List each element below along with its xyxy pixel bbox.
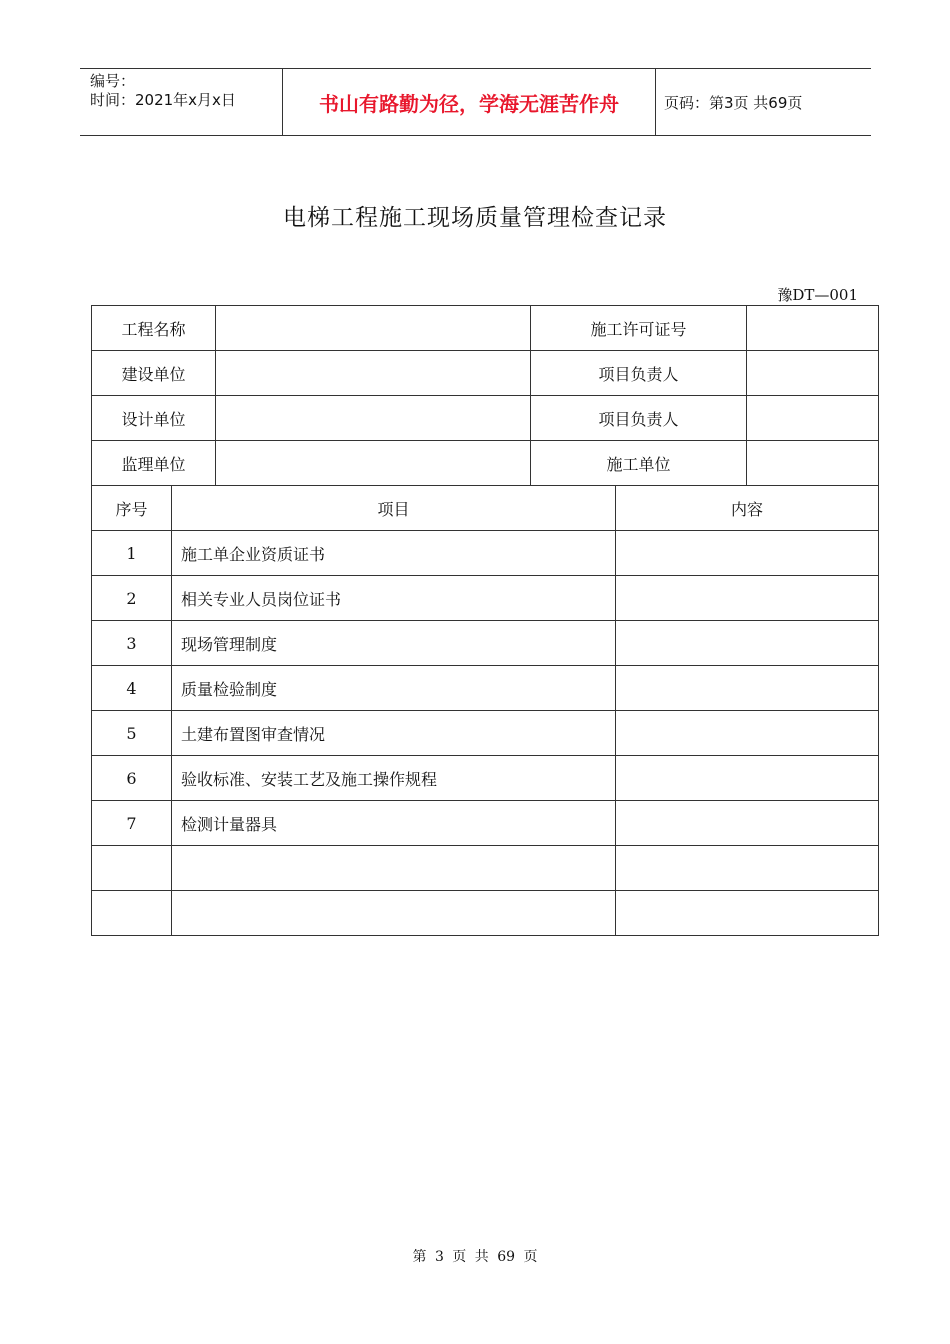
- page-footer: 第 3 页 共 69 页: [412, 1249, 538, 1265]
- motto: 书山有路勤为径，学海无涯苦作舟: [282, 69, 656, 135]
- row-number: [92, 891, 172, 936]
- row-number: 1: [92, 531, 172, 576]
- table-row: [92, 576, 879, 621]
- row-content[interactable]: [616, 666, 879, 711]
- row-item: 检测计量器具: [172, 801, 616, 846]
- time-label: 时间：2021年x月x日: [90, 91, 236, 109]
- row-content[interactable]: [616, 531, 879, 576]
- column-header-no: 序号: [92, 486, 172, 531]
- form-code: 豫DT—001: [777, 286, 858, 304]
- row-number: 2: [92, 576, 172, 621]
- table-row: [92, 846, 879, 891]
- row-content[interactable]: [616, 891, 879, 936]
- column-header-content: 内容: [616, 486, 879, 531]
- table-row: [92, 891, 879, 936]
- row-number: 7: [92, 801, 172, 846]
- row-number: 3: [92, 621, 172, 666]
- row-number: [92, 846, 172, 891]
- row-number: 4: [92, 666, 172, 711]
- table-row: [92, 711, 879, 756]
- table-row: [92, 801, 879, 846]
- table-row: [92, 621, 879, 666]
- info-label: 施工许可证号: [531, 306, 747, 351]
- row-item: [172, 846, 616, 891]
- header-meta: [80, 69, 282, 135]
- table-row: [92, 666, 879, 711]
- info-label: 项目负责人: [531, 396, 747, 441]
- row-item: 现场管理制度: [172, 621, 616, 666]
- row-content[interactable]: [616, 711, 879, 756]
- table-header-row: [92, 486, 879, 531]
- inspection-table: [91, 305, 879, 936]
- page-info: 页码：第3页 共69页: [664, 93, 803, 112]
- info-label: 建设单位: [92, 351, 216, 396]
- info-label: 施工单位: [531, 441, 747, 486]
- row-content[interactable]: [616, 621, 879, 666]
- info-value[interactable]: [216, 441, 531, 486]
- page-header: [80, 68, 871, 136]
- row-item: 施工单企业资质证书: [172, 531, 616, 576]
- row-content[interactable]: [616, 846, 879, 891]
- row-item: 验收标准、安装工艺及施工操作规程: [172, 756, 616, 801]
- info-label: 设计单位: [92, 396, 216, 441]
- info-value[interactable]: [747, 306, 879, 351]
- row-item: 土建布置图审查情况: [172, 711, 616, 756]
- info-value[interactable]: [216, 306, 531, 351]
- info-label: 项目负责人: [531, 351, 747, 396]
- row-number: 6: [92, 756, 172, 801]
- row-content[interactable]: [616, 801, 879, 846]
- info-row: [92, 396, 879, 441]
- info-value[interactable]: [216, 351, 531, 396]
- info-row: [92, 441, 879, 486]
- info-row: [92, 306, 879, 351]
- info-label: 监理单位: [92, 441, 216, 486]
- info-value[interactable]: [747, 441, 879, 486]
- table-row: [92, 756, 879, 801]
- column-header-item: 项目: [172, 486, 616, 531]
- row-content[interactable]: [616, 756, 879, 801]
- number-label: 编号：: [90, 72, 136, 90]
- row-item: [172, 891, 616, 936]
- row-number: 5: [92, 711, 172, 756]
- table-row: [92, 531, 879, 576]
- document-title: 电梯工程施工现场质量管理检查记录: [283, 205, 667, 231]
- row-item: 相关专业人员岗位证书: [172, 576, 616, 621]
- info-row: [92, 351, 879, 396]
- info-label: 工程名称: [92, 306, 216, 351]
- info-value[interactable]: [747, 351, 879, 396]
- row-item: 质量检验制度: [172, 666, 616, 711]
- info-value[interactable]: [216, 396, 531, 441]
- row-content[interactable]: [616, 576, 879, 621]
- info-value[interactable]: [747, 396, 879, 441]
